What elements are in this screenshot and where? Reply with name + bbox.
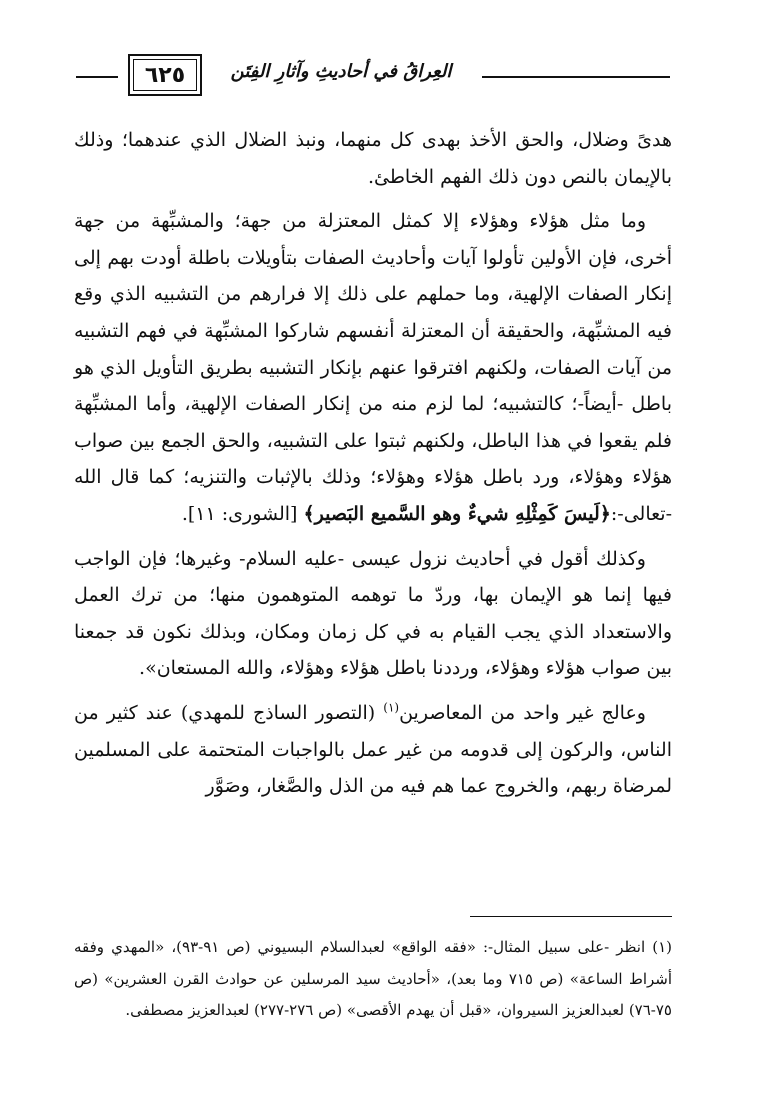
paragraph-text: وما مثل هؤلاء وهؤلاء إلا كمثل المعتزلة من جهة؛ والمشبِّهة من جهة أخرى، فإن الأولين تأولوا آيات وأحاديث الصفات بتأويلات باطلة أودت بهم إلى إنكار الصفات الإلهية، وما حملهم على ذلك إلا فرارهم من التشبيه الذي وقع فيه المشبِّهة، والحقيقة أن المعتزلة أنفسهم شاركوا المشبِّهة في فهم التشبيه من آيات الصفات، ولكنهم افترقوا عنهم بإنكار التشبيه بطريق التأويل الذي هو باطل -أيضاً-؛ كالتشبيه؛ لما لزم منه من إنكار الصفات الإلهية، وأما المشبِّهة فلم يقعوا في هذا الباطل، ولكنهم ثبتوا على التشبيه، والحق الجمع بين صواب هؤلاء وهؤلاء، ورد باطل هؤلاء وهؤلاء؛ وذلك بالإثبات والتنزيه؛ كما قال الله -تعالى-:: [74, 210, 672, 525]
paragraph-text: هدىً وضلال، والحق الأخذ بهدى كل منهما، ونبذ الضلال الذي عندهما؛ وذلك بالإيمان بالنص دون ذلك الفهم الخاطئ.: [74, 129, 672, 188]
paragraph-text: وعالج غير واحد من المعاصرين: [399, 701, 646, 724]
running-title: العِراقُ في أحاديثِ وآثارِ الفِتَن: [230, 61, 452, 82]
footnote: (١) انظر -على سبيل المثال-: «فقه الواقع» لعبدالسلام البسيوني (ص ٩١-٩٣)، «المهدي وفقه أشراط الساعة» (ص ٧١٥ وما بعد)، «أحاديث سيد المرسلين عن حوادث القرن العشرين» (ص ٧٥-٧٦) لعبدالعزيز السيروان، «قبل أن يهدم الأقصى» (ص ٢٧٦-٢٧٧) لعبدالعزيز مصطفى.: [74, 938, 673, 1019]
footnote-separator: [470, 916, 672, 917]
header-rule-right: [482, 76, 670, 78]
page-number-box: [128, 54, 202, 96]
paragraph-text: (التصور الساذج للمهدي) عند كثير من الناس، والركون إلى قدومه من غير عمل بالواجبات المتحتمة على المسلمين لمرضاة ربهم، والخروج عما هم فيه من الذل والصَّغار، وصَوَّر: [74, 701, 672, 798]
body-text: [74, 122, 672, 813]
paragraph: [74, 122, 672, 195]
header-rule-left: [76, 76, 118, 78]
quran-verse: ﴿لَيسَ كَمِثْلِهِ شيءٌ وهو السَّميع البَصير﴾: [303, 502, 611, 525]
page-number: ٦٢٥: [144, 62, 186, 88]
paragraph-text: وكذلك أقول في أحاديث نزول عيسى -عليه السلام- وغيرها؛ فإن الواجب فيها إنما هو الإيمان بها، وردّ ما توهمه المتوهمون منها؛ من ترك العمل والاستعداد الذي يجب القيام به في كل زمان ومكان، وبذلك نكون قد جمعنا بين صواب هؤلاء وهؤلاء، ورددنا باطل هؤلاء وهؤلاء، والله المستعان».: [74, 547, 672, 680]
verse-reference: [الشورى: ١١].: [181, 502, 304, 525]
footnote-reference[interactable]: (١): [383, 700, 400, 715]
footnotes: [74, 932, 672, 1027]
paragraph: [74, 203, 672, 532]
paragraph: [74, 695, 672, 805]
paragraph: [74, 541, 672, 687]
page-header: [76, 48, 670, 106]
